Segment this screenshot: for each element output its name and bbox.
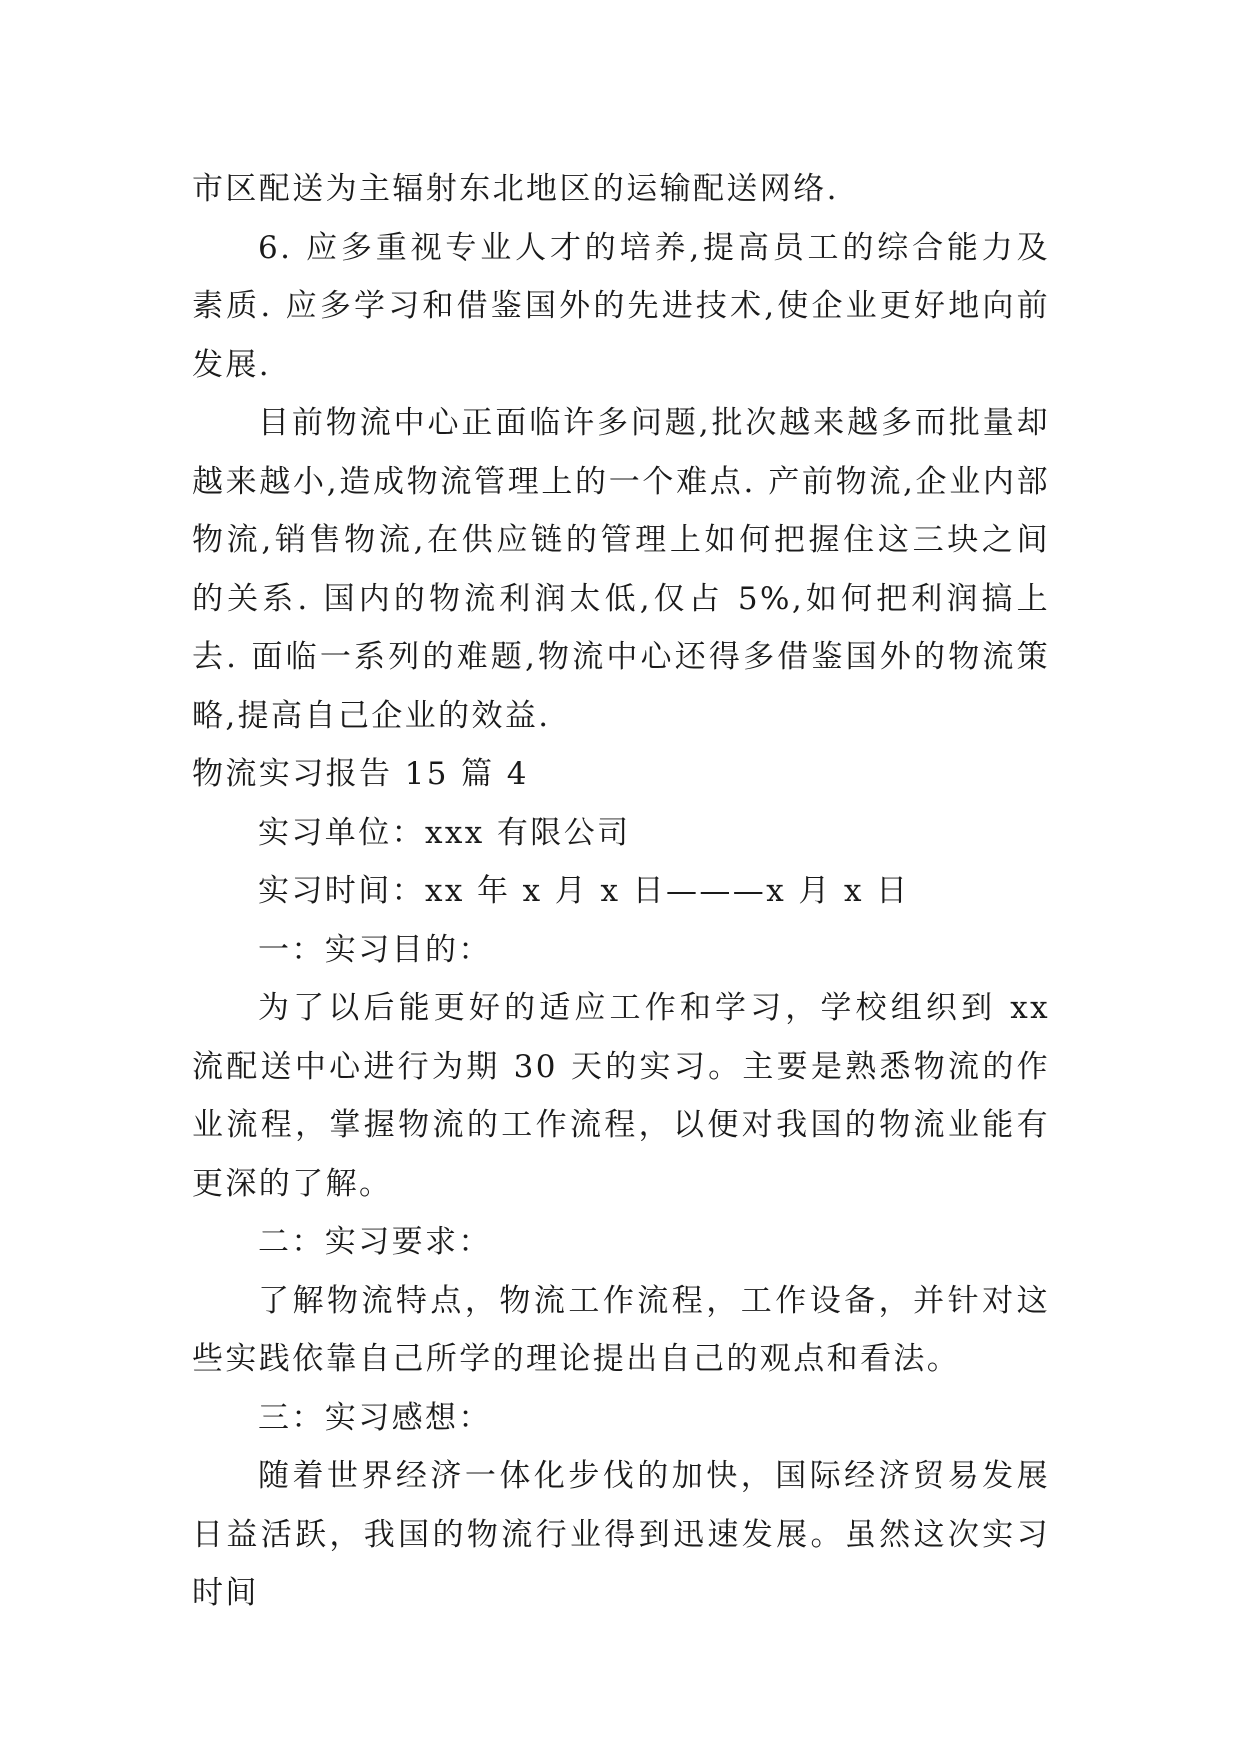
paragraph-current-problems: 目前物流中心正面临许多问题,批次越来越多而批量却越来越小,造成物流管理上的一个难点. 产前物流,企业内部物流,销售物流,在供应链的管理上如何把握住这三块之间的关系. 国内的物流利润太低,仅占 5%,如何把利润搞上去. 面临一系列的难题,物流中心还得多借鉴国外的物流策略,提高自己企业的效益. [192,405,1050,734]
document-body [192,160,1050,1623]
paragraph-purpose: 为了以后能更好的适应工作和学习，学校组织到 xx 流配送中心进行为期 30 天的实习。主要是熟悉物流的作业流程，掌握物流的工作流程，以便对我国的物流业能有更深的了解。 [192,990,1050,1202]
internship-time: 实习时间：xx 年 x 月 x 日———x 月 x 日 [258,873,910,909]
paragraph-requirements: 了解物流特点，物流工作流程，工作设备，并针对这些实践依靠自己所学的理论提出自己的观点和看法。 [192,1282,1050,1377]
report-title: 物流实习报告 15 篇 4 [192,756,529,792]
paragraph-continuation: 市区配送为主辐射东北地区的运输配送网络. [192,171,839,207]
paragraph-item-6: 6. 应多重视专业人才的培养,提高员工的综合能力及素质. 应多学习和借鉴国外的先进技术,使企业更好地向前发展. [192,229,1050,383]
section-heading-requirements: 二：实习要求： [258,1224,492,1260]
section-heading-purpose: 一：实习目的： [258,931,492,968]
section-heading-reflections: 三：实习感想： [258,1399,492,1436]
internship-unit: 实习单位：xxx 有限公司 [258,814,631,851]
paragraph-reflections: 随着世界经济一体化步伐的加快，国际经济贸易发展日益活跃，我国的物流行业得到迅速发展。虽然这次实习时间 [192,1458,1050,1611]
